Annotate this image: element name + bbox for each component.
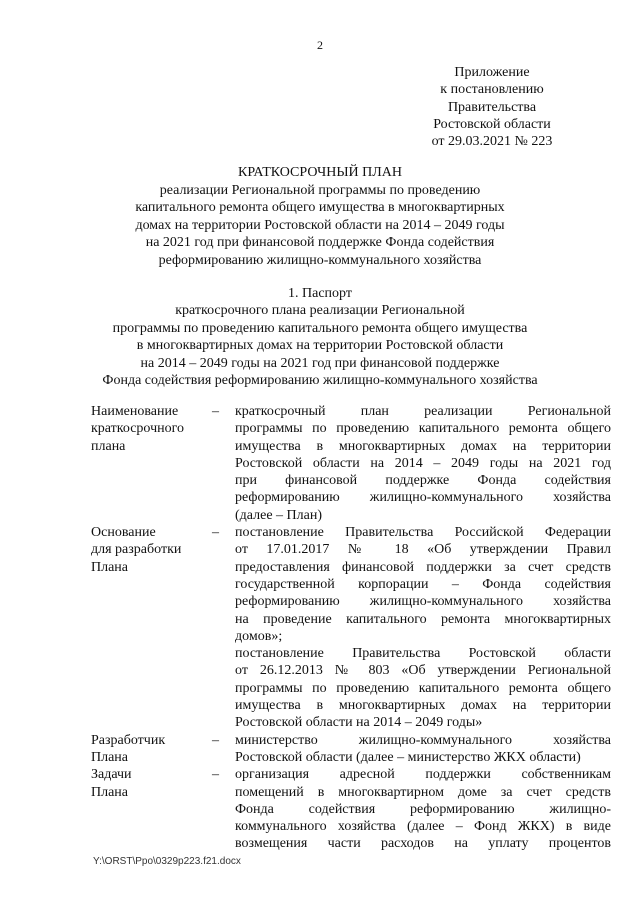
file-path-footer: Y:\ORST\Ppo\0329p223.f21.docx (93, 856, 241, 867)
title-line: домах на территории Ростовской области на 2014 – 2049 годы (135, 217, 505, 233)
appendix-line: Приложение (454, 65, 530, 80)
passport-line: на 2014 – 2049 годы на 2021 год при финансовой поддержке (140, 355, 500, 371)
passport-table (91, 403, 611, 853)
row-label (91, 732, 212, 767)
row-value (235, 766, 611, 852)
value-line: предоставления финансовой поддержки за счет средств (235, 559, 611, 575)
value-line: имущества в многоквартирных домах на территории (235, 698, 611, 714)
value-line: государственной корпорации – Фонда содействия (235, 576, 611, 592)
value-line: реформированию жилищно-коммунального хозяйства (235, 594, 611, 610)
value-line: на проведение капитального ремонта многоквартирных (235, 611, 611, 627)
appendix-block (402, 64, 582, 150)
value-line: коммунального хозяйства (далее – Фонд ЖКХ) в виде (235, 819, 611, 835)
row-dash: – (212, 767, 219, 783)
label-line: для разработки (91, 542, 182, 558)
passport-line: Фонда содействия реформированию жилищно-коммунального хозяйства (102, 373, 538, 389)
label-line: Разработчик (91, 732, 166, 748)
label-line: Основание (91, 525, 156, 541)
value-line: имущества в многоквартирных домах на территории (235, 438, 611, 454)
row-value (235, 403, 611, 524)
appendix-line: Правительства (447, 99, 537, 115)
passport-row-name (91, 403, 611, 524)
value-line: реформированию жилищно-коммунального хозяйства (235, 490, 611, 506)
appendix-line: от 29.03.2021 № 223 (431, 134, 553, 150)
label-line: Наименование (91, 404, 179, 419)
appendix-line: к постановлению (440, 82, 544, 98)
label-line: краткосрочного (91, 421, 184, 437)
row-label (91, 403, 212, 455)
value-line: возмещения части расходов на уплату процентов (235, 836, 611, 852)
document-title (0, 164, 640, 269)
label-line: Плана (91, 749, 129, 765)
value-line: министерство жилищно-коммунального хозяйства (235, 732, 611, 748)
passport-row-basis (91, 524, 611, 732)
value-line: Ростовской области (далее – министерство ЖКХ области) (235, 749, 581, 765)
label-line: Плана (91, 784, 129, 800)
passport-line: краткосрочного плана реализации Региональной (175, 303, 465, 319)
row-dash: – (212, 525, 219, 541)
passport-heading (0, 285, 640, 389)
value-line: домов»; (235, 628, 283, 644)
value-line: от 26.12.2013 № 803 «Об утверждении Региональной (235, 663, 611, 679)
value-line: постановление Правительства Российской Федерации (235, 525, 611, 541)
row-label (91, 766, 212, 801)
value-line: (далее – План) (235, 507, 323, 523)
value-line: помещений в многоквартирном доме за счет средств (235, 784, 611, 800)
label-line: Задачи (91, 767, 132, 783)
passport-line: программы по проведению капитального ремонта общего имущества (112, 320, 528, 336)
title-line: на 2021 год при финансовой поддержке Фонда содействия (145, 235, 495, 250)
row-value (235, 732, 611, 767)
label-line: плана (91, 438, 126, 454)
title-line: реформированию жилищно-коммунального хозяйства (158, 252, 482, 268)
passport-line: в многоквартирных домах на территории Ростовской области (136, 338, 504, 354)
value-line: при финансовой поддержке Фонда содействия (235, 473, 611, 489)
value-line: Ростовской области на 2014 – 2049 годы» (235, 715, 483, 731)
row-label (91, 524, 212, 576)
row-dash: – (212, 732, 219, 748)
value-line: постановление Правительства Ростовской области (235, 646, 611, 662)
passport-row-tasks (91, 766, 611, 852)
label-line: Плана (91, 559, 129, 575)
value-line: краткосрочный план реализации Региональной (235, 404, 611, 419)
value-line: программы по проведению капитального ремонта общего (235, 421, 611, 437)
value-line: Ростовской области на 2014 – 2049 годы на 2021 год (235, 455, 611, 471)
title-line: КРАТКОСРОЧНЫЙ ПЛАН (238, 165, 402, 180)
value-line: Фонда содействия реформированию жилищно- (235, 801, 611, 817)
passport-row-developer (91, 732, 611, 767)
row-dash: – (212, 404, 219, 419)
value-line: программы по проведению капитального ремонта общего (235, 680, 611, 696)
page-number: 2 (317, 38, 323, 52)
passport-line: 1. Паспорт (288, 286, 352, 301)
row-value (235, 524, 611, 732)
title-line: реализации Региональной программы по проведению (159, 182, 481, 198)
title-line: капитального ремонта общего имущества в многоквартирных (135, 200, 505, 215)
appendix-line: Ростовской области (433, 116, 551, 132)
value-line: организация адресной поддержки собственникам (235, 767, 611, 783)
value-line: от 17.01.2017 № 18 «Об утверждении Правил (235, 542, 611, 558)
